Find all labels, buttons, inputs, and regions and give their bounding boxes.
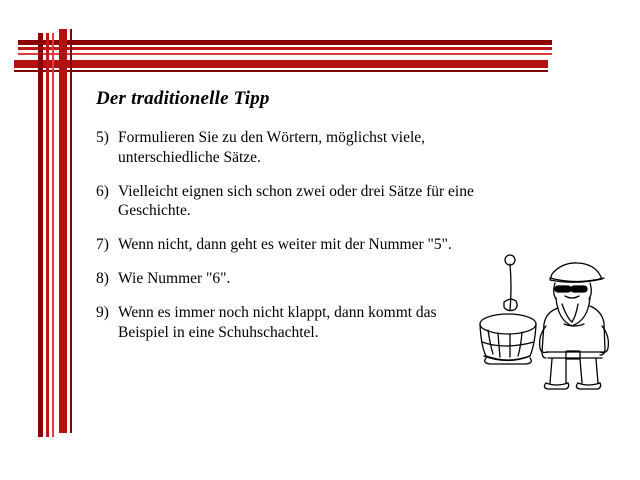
frame-horizontal-rule-2 bbox=[18, 47, 552, 50]
frame-vertical-rule-3 bbox=[52, 33, 54, 437]
list-item-text: Wenn nicht, dann geht es weiter mit der Nummer "5". bbox=[118, 236, 452, 254]
list-item bbox=[96, 182, 486, 222]
list-item-number: 5) bbox=[96, 129, 109, 146]
list-item-number: 9) bbox=[96, 303, 109, 321]
bearded-man-with-drum-icon bbox=[466, 246, 622, 391]
frame-horizontal-rule-5 bbox=[14, 70, 548, 72]
list-item-text: Vielleicht eignen sich schon zwei oder drei Sätze für eine Geschichte. bbox=[118, 182, 474, 220]
list-item bbox=[96, 128, 486, 168]
list-item-text: Wie Nummer "6". bbox=[118, 270, 231, 288]
frame-horizontal-rule-4 bbox=[14, 60, 548, 68]
list-item-number: 7) bbox=[96, 236, 109, 254]
list-item bbox=[96, 269, 486, 289]
frame-vertical-rule-1 bbox=[38, 33, 43, 437]
list-item-number: 6) bbox=[96, 182, 109, 200]
list-item-number: 8) bbox=[96, 270, 109, 288]
frame-horizontal-rule-1 bbox=[18, 40, 552, 45]
list-item bbox=[96, 303, 486, 343]
list-item bbox=[96, 235, 486, 255]
frame-horizontal-rule-3 bbox=[18, 53, 552, 55]
frame-vertical-rule-5 bbox=[70, 29, 72, 433]
list-item-text: Wenn es immer noch nicht klappt, dann kommt das Beispiel in eine Schuhschachtel. bbox=[118, 303, 437, 341]
slide-content bbox=[96, 88, 486, 357]
slide-title: Der traditionelle Tipp bbox=[96, 88, 270, 109]
frame-vertical-rule-2 bbox=[46, 33, 49, 437]
frame-vertical-rule-4 bbox=[59, 29, 67, 433]
list-item-text: Formulieren Sie zu den Wörtern, möglichst viele, unterschiedliche Sätze. bbox=[118, 129, 426, 166]
